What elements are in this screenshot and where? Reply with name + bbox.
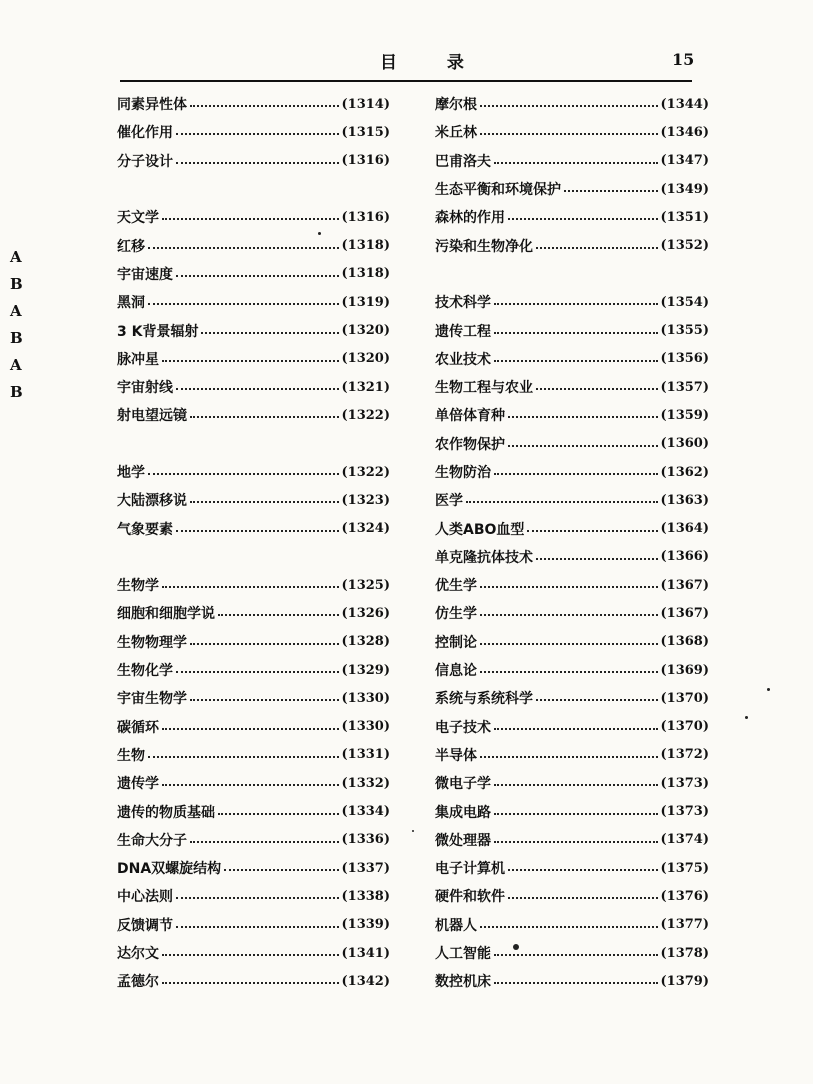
dot-leader: [162, 360, 339, 362]
toc-entry-page: (1322): [341, 407, 390, 423]
toc-entry: [117, 599, 390, 627]
margin-letter: A: [10, 302, 22, 320]
dot-leader: [536, 558, 658, 560]
toc-entry-page: (1352): [660, 238, 709, 254]
dot-leader: [190, 699, 339, 701]
dot-leader: [480, 756, 658, 758]
toc-entry: [117, 939, 390, 967]
toc-entry-term: 宇宙射线: [117, 380, 173, 397]
dot-leader: [508, 416, 658, 418]
print-speck: [745, 716, 748, 719]
header-rule: [120, 80, 692, 82]
toc-entry: [435, 599, 709, 627]
toc-entry: [435, 90, 709, 118]
toc-entry: [435, 175, 709, 203]
toc-entry: [117, 486, 390, 514]
toc-entry-page: (1322): [341, 464, 390, 480]
toc-entry-term: 单倍体育种: [435, 408, 505, 425]
toc-entry-term: 人工智能: [435, 946, 491, 963]
dot-leader: [176, 530, 339, 532]
toc-entry-term: 技术科学: [435, 295, 491, 312]
toc-entry-page: (1341): [341, 945, 390, 961]
toc-entry-term: 同素异性体: [117, 97, 187, 114]
toc-entry: [117, 911, 390, 939]
toc-entry: [117, 147, 390, 175]
dot-leader: [480, 133, 658, 135]
dot-leader: [190, 841, 339, 843]
toc-entry-page: (1337): [341, 860, 390, 876]
dot-leader: [224, 869, 338, 871]
toc-entry-term: 反馈调节: [117, 917, 173, 934]
print-speck: [318, 232, 321, 235]
toc-entry-page: (1349): [660, 181, 709, 197]
toc-entry: [435, 967, 709, 995]
toc-entry: [117, 316, 390, 344]
toc-entry-page: (1373): [660, 804, 709, 820]
toc-entry-term: 森林的作用: [435, 210, 505, 227]
dot-leader: [494, 332, 658, 334]
toc-entry: [435, 316, 709, 344]
print-speck: [412, 830, 414, 832]
toc-entry: [117, 967, 390, 995]
dot-leader: [176, 388, 339, 390]
toc-entry: [435, 430, 709, 458]
toc-entry-term: 微处理器: [435, 832, 491, 849]
toc-entry-page: (1336): [341, 832, 390, 848]
dot-leader: [162, 218, 339, 220]
toc-entry-term: 中心法则: [117, 889, 173, 906]
toc-entry-term: 宇宙生物学: [117, 691, 187, 708]
toc-entry-page: (1326): [341, 605, 390, 621]
toc-entry: [435, 345, 709, 373]
dot-leader: [494, 473, 658, 475]
toc-entry: [117, 514, 390, 542]
toc-entry-term: 天文学: [117, 210, 159, 227]
toc-entry-page: (1319): [341, 294, 390, 310]
toc-right-column: [435, 90, 709, 996]
toc-entry-page: (1318): [341, 238, 390, 254]
dot-leader: [176, 162, 339, 164]
toc-entry-page: (1318): [341, 266, 390, 282]
dot-leader: [494, 982, 658, 984]
dot-leader: [494, 784, 658, 786]
toc-entry-term: 催化作用: [117, 125, 173, 142]
toc-entry: [117, 854, 390, 882]
toc-entry-page: (1357): [660, 379, 709, 395]
toc-entry: [117, 826, 390, 854]
toc-left-column: [117, 90, 390, 996]
toc-entry: [117, 628, 390, 656]
toc-entry: [435, 628, 709, 656]
toc-entry-term: 孟德尔: [117, 974, 159, 991]
toc-entry-page: (1368): [660, 634, 709, 650]
toc-entry: [435, 373, 709, 401]
toc-entry: [435, 571, 709, 599]
dot-leader: [480, 614, 658, 616]
toc-entry-page: (1338): [341, 888, 390, 904]
dot-leader: [494, 841, 658, 843]
toc-entry-page: (1320): [341, 323, 390, 339]
margin-letter: B: [10, 329, 23, 347]
dot-leader: [176, 671, 339, 673]
toc-entry-term: 地学: [117, 465, 145, 481]
toc-entry-term: 数控机床: [435, 974, 491, 991]
toc-entry-page: (1379): [660, 973, 709, 989]
toc-entry-term: 遗传工程: [435, 323, 491, 340]
print-speck: [513, 944, 519, 950]
toc-entry: [435, 911, 709, 939]
dot-leader: [162, 784, 339, 786]
toc-entry-page: (1339): [341, 917, 390, 933]
toc-entry: [435, 203, 709, 231]
toc-entry: [435, 486, 709, 514]
dot-leader: [190, 643, 339, 645]
dot-leader: [162, 586, 339, 588]
toc-entry-term: 硬件和软件: [435, 889, 505, 906]
toc-entry-term: 仿生学: [435, 606, 477, 623]
toc-entry-term: 农作物保护: [435, 436, 505, 453]
dot-leader: [190, 105, 339, 107]
page-number: 15: [672, 50, 695, 69]
dot-leader: [494, 162, 658, 164]
print-speck: [767, 688, 770, 691]
toc-entry-page: (1354): [660, 294, 709, 310]
dot-leader: [148, 247, 339, 249]
toc-entry: [117, 656, 390, 684]
toc-entry-page: (1346): [660, 124, 709, 140]
toc-entry-page: (1370): [660, 719, 709, 735]
toc-entry-term: 碳循环: [117, 719, 159, 736]
toc-entry: [435, 288, 709, 316]
toc-entry-term: 微电子学: [435, 776, 491, 793]
dot-leader: [494, 360, 658, 362]
toc-entry: [435, 684, 709, 712]
dot-leader: [480, 643, 658, 645]
dot-leader: [494, 303, 658, 305]
margin-letter: B: [10, 383, 23, 401]
toc-entry-page: (1377): [660, 917, 709, 933]
dot-leader: [218, 614, 339, 616]
dot-leader: [176, 897, 339, 899]
toc-entry-page: (1330): [341, 690, 390, 706]
toc-entry: [117, 345, 390, 373]
toc-entry-page: (1355): [660, 323, 709, 339]
toc-entry: [117, 401, 390, 429]
toc-entry: [117, 373, 390, 401]
toc-entry-term: 农业技术: [435, 351, 491, 368]
toc-entry-page: (1373): [660, 775, 709, 791]
toc-entry-term: 3 K背景辐射: [117, 323, 199, 340]
toc-entry-page: (1356): [660, 351, 709, 367]
toc-entry-term: 摩尔根: [435, 97, 477, 114]
toc-entry-term: 脉冲星: [117, 351, 159, 368]
toc-entry-page: (1363): [660, 492, 709, 508]
toc-entry: [435, 854, 709, 882]
toc-entry-term: 电子计算机: [435, 861, 505, 878]
toc-entry-page: (1347): [660, 153, 709, 169]
toc-entry-term: 宇宙速度: [117, 266, 173, 283]
toc-entry-term: 优生学: [435, 578, 477, 595]
toc-entry-term: 医学: [435, 493, 463, 510]
toc-spacer: [117, 430, 390, 458]
toc-spacer: [435, 260, 709, 288]
toc-entry-term: 生物防治: [435, 465, 491, 481]
toc-entry: [435, 769, 709, 797]
toc-entry-term: 机器人: [435, 917, 477, 934]
toc-entry: [435, 939, 709, 967]
toc-entry: [435, 741, 709, 769]
toc-entry: [435, 118, 709, 146]
toc-entry-term: 污染和生物净化: [435, 238, 533, 255]
dot-leader: [480, 926, 658, 928]
toc-entry-page: (1370): [660, 690, 709, 706]
toc-entry-page: (1320): [341, 351, 390, 367]
toc-spacer: [117, 543, 390, 571]
header-title: 目 录: [380, 53, 486, 73]
dot-leader: [536, 699, 658, 701]
toc-entry-term: 米丘林: [435, 125, 477, 142]
toc-entry: [117, 90, 390, 118]
margin-letters: [10, 244, 30, 406]
toc-entry-page: (1328): [341, 634, 390, 650]
toc-entry: [435, 797, 709, 825]
dot-leader: [466, 501, 658, 503]
toc-entry: [435, 458, 709, 486]
toc-entry-page: (1378): [660, 945, 709, 961]
toc-entry-page: (1329): [341, 662, 390, 678]
toc-entry-page: (1372): [660, 747, 709, 763]
dot-leader: [218, 813, 339, 815]
toc-entry-page: (1374): [660, 832, 709, 848]
toc-entry: [117, 713, 390, 741]
toc-entry-page: (1315): [341, 124, 390, 140]
dot-leader: [162, 982, 339, 984]
dot-leader: [508, 218, 658, 220]
toc-entry-term: 半导体: [435, 747, 477, 764]
toc-entry: [117, 260, 390, 288]
toc-entry-term: 遗传学: [117, 776, 159, 793]
dot-leader: [148, 303, 339, 305]
toc-entry-page: (1314): [341, 96, 390, 112]
toc-entry: [117, 458, 390, 486]
dot-leader: [176, 275, 339, 277]
toc-entry-term: 集成电路: [435, 804, 491, 821]
toc-entry-term: 生物化学: [117, 663, 173, 680]
dot-leader: [176, 133, 339, 135]
toc-entry-term: 细胞和细胞学说: [117, 606, 215, 623]
toc-entry-page: (1324): [341, 521, 390, 537]
toc-entry-term: DNA双螺旋结构: [117, 861, 222, 878]
toc-entry: [435, 543, 709, 571]
toc-entry-term: 大陆漂移说: [117, 493, 187, 510]
toc-entry: [117, 288, 390, 316]
toc-entry-page: (1316): [341, 153, 390, 169]
toc-entry-page: (1325): [341, 577, 390, 593]
dot-leader: [494, 728, 658, 730]
toc-entry-page: (1375): [660, 860, 709, 876]
dot-leader: [536, 247, 658, 249]
toc-entry-term: 生态平衡和环境保护: [435, 182, 561, 199]
margin-letter: B: [10, 275, 23, 293]
toc-entry: [435, 656, 709, 684]
toc-entry-term: 气象要素: [117, 521, 173, 538]
dot-leader: [176, 926, 339, 928]
dot-leader: [508, 897, 658, 899]
toc-entry-term: 控制论: [435, 634, 477, 651]
toc-entry: [435, 401, 709, 429]
toc-entry-term: 分子设计: [117, 153, 173, 170]
toc-entry: [435, 882, 709, 910]
toc-entry: [117, 684, 390, 712]
dot-leader: [508, 869, 658, 871]
toc-entry-term: 生物: [117, 747, 145, 764]
dot-leader: [480, 586, 658, 588]
dot-leader: [508, 445, 658, 447]
toc-entry: [117, 203, 390, 231]
toc-entry-page: (1369): [660, 662, 709, 678]
margin-letter: A: [10, 248, 22, 266]
toc-entry-term: 生物学: [117, 578, 159, 595]
toc-entry-term: 巴甫洛夫: [435, 153, 491, 170]
toc-entry-page: (1331): [341, 747, 390, 763]
dot-leader: [162, 728, 339, 730]
toc-entry-page: (1342): [341, 973, 390, 989]
toc-entry-term: 单克隆抗体技术: [435, 549, 533, 566]
dot-leader: [201, 332, 338, 334]
toc-entry-page: (1367): [660, 577, 709, 593]
toc-entry-page: (1330): [341, 719, 390, 735]
toc-entry: [117, 797, 390, 825]
dot-leader: [494, 813, 658, 815]
dot-leader: [536, 388, 658, 390]
dot-leader: [148, 473, 339, 475]
dot-leader: [148, 756, 339, 758]
toc-entry: [117, 571, 390, 599]
toc-entry: [435, 826, 709, 854]
dot-leader: [527, 530, 657, 532]
dot-leader: [480, 671, 658, 673]
toc-entry: [435, 514, 709, 542]
toc-entry: [117, 882, 390, 910]
toc-entry-page: (1321): [341, 379, 390, 395]
dot-leader: [564, 190, 658, 192]
toc-entry-term: 系统与系统科学: [435, 691, 533, 708]
toc-entry-page: (1351): [660, 209, 709, 225]
toc-entry-term: 达尔文: [117, 946, 159, 963]
dot-leader: [480, 105, 658, 107]
toc-entry-term: 生物工程与农业: [435, 380, 533, 397]
toc-entry-page: (1376): [660, 888, 709, 904]
toc-entry-term: 生物物理学: [117, 634, 187, 651]
toc-entry-page: (1367): [660, 605, 709, 621]
toc-entry-page: (1334): [341, 804, 390, 820]
toc-entry-page: (1362): [660, 464, 709, 480]
dot-leader: [162, 954, 339, 956]
toc-entry-term: 信息论: [435, 663, 477, 680]
toc-entry-term: 人类ABO血型: [435, 521, 525, 538]
toc-spacer: [117, 175, 390, 203]
toc-entry: [435, 147, 709, 175]
margin-letter: A: [10, 356, 22, 374]
toc-entry: [435, 231, 709, 259]
toc-entry: [117, 769, 390, 797]
toc-entry: [435, 713, 709, 741]
toc-entry-term: 红移: [117, 238, 145, 255]
toc-entry-page: (1360): [660, 436, 709, 452]
toc-entry-page: (1316): [341, 209, 390, 225]
dot-leader: [190, 501, 339, 503]
toc-entry-page: (1323): [341, 492, 390, 508]
toc-entry-page: (1332): [341, 775, 390, 791]
toc-entry: [117, 741, 390, 769]
toc-entry-page: (1359): [660, 407, 709, 423]
dot-leader: [190, 416, 339, 418]
toc-entry-term: 生命大分子: [117, 832, 187, 849]
dot-leader: [494, 954, 658, 956]
toc-entry-term: 黑洞: [117, 295, 145, 312]
toc-entry-term: 电子技术: [435, 719, 491, 736]
toc-entry-term: 遗传的物质基础: [117, 804, 215, 821]
toc-entry: [117, 118, 390, 146]
toc-entry-term: 射电望远镜: [117, 408, 187, 425]
toc-entry: [117, 231, 390, 259]
toc-entry-page: (1344): [660, 96, 709, 112]
toc-entry-page: (1364): [660, 521, 709, 537]
toc-entry-page: (1366): [660, 549, 709, 565]
